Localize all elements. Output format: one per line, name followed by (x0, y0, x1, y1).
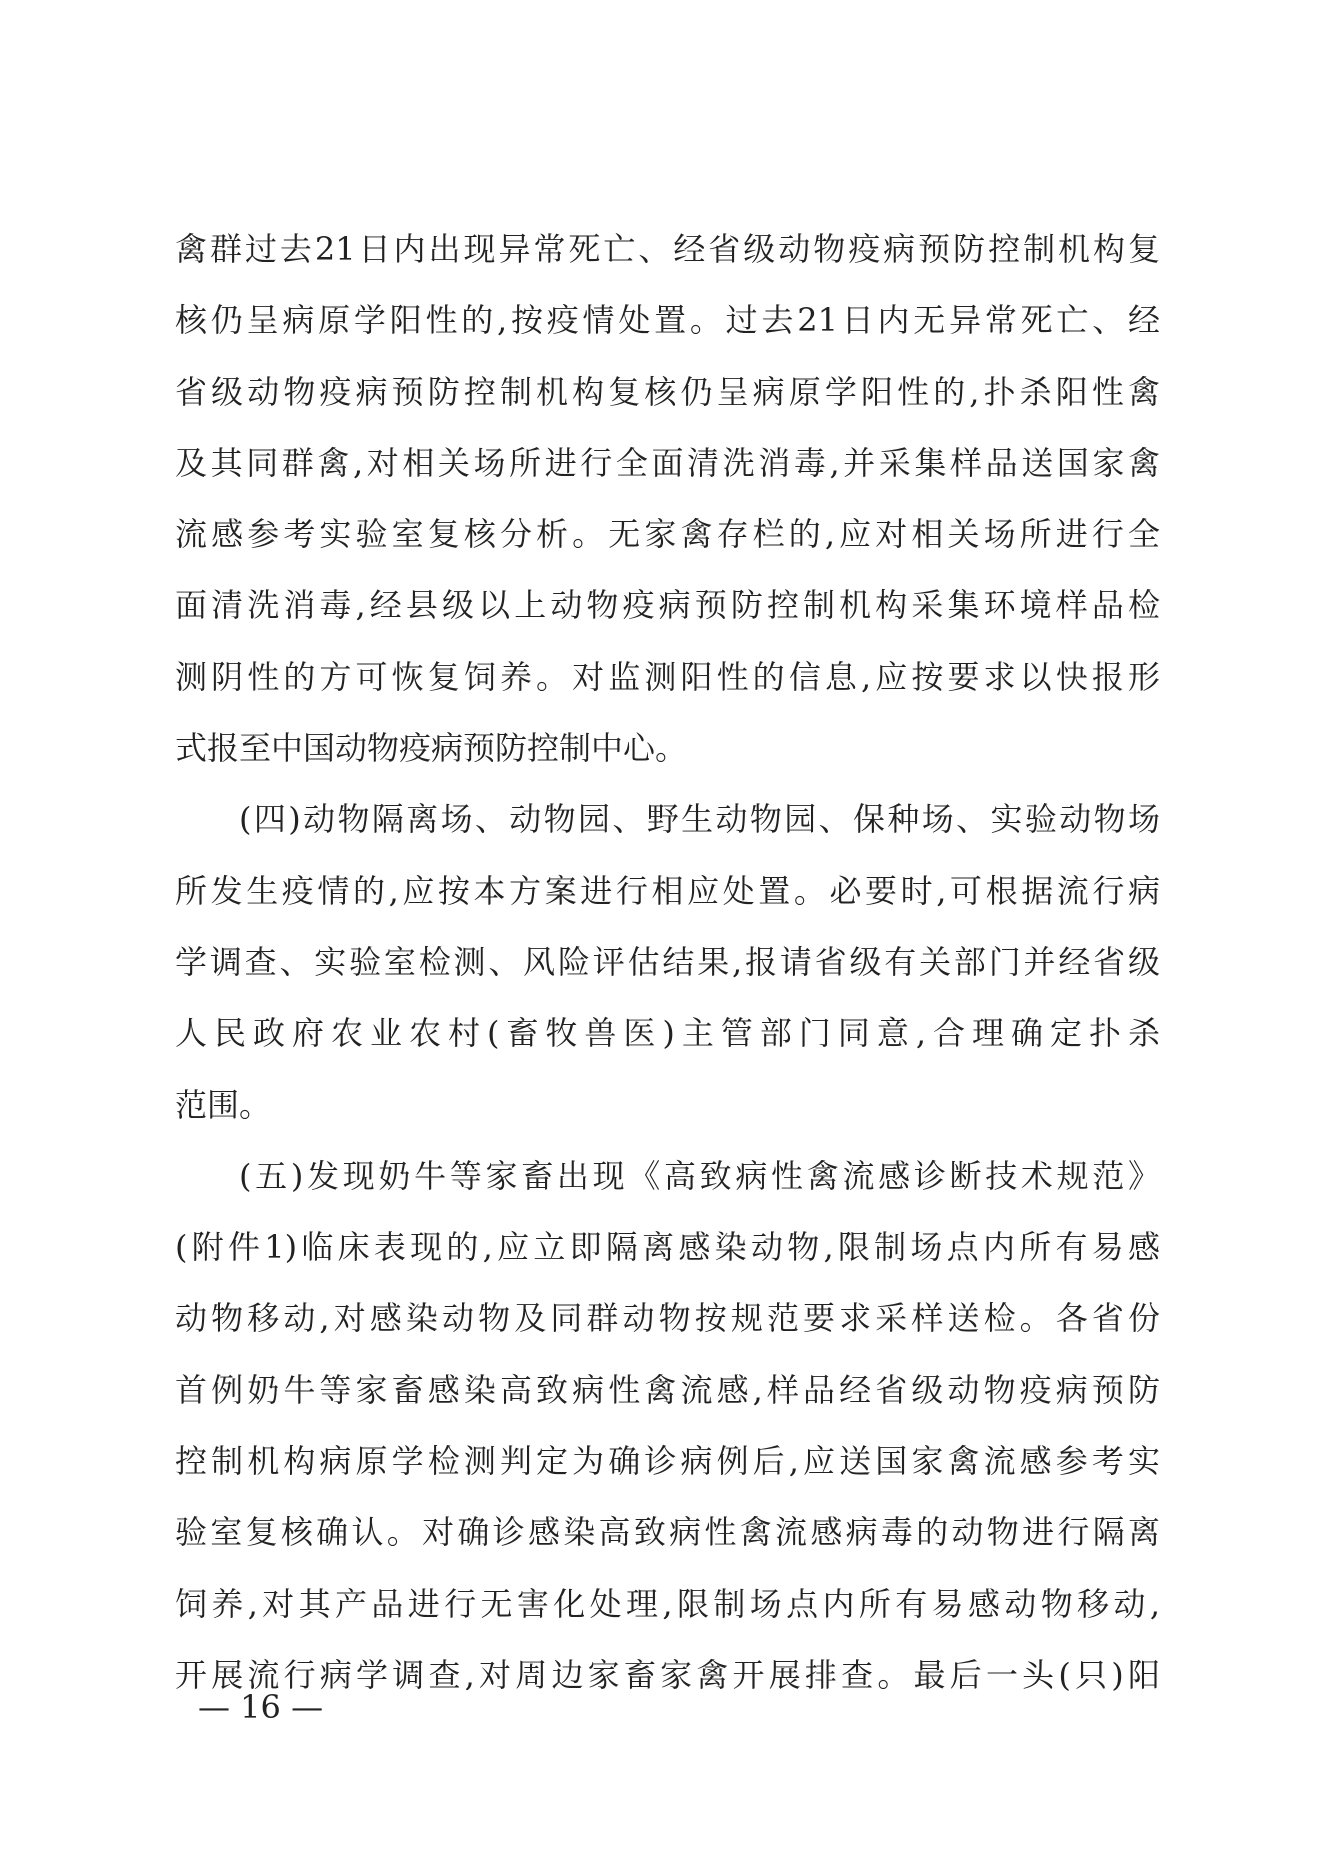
text-line: 开展流行病学调查,对周边家畜家禽开展排查。最后一头(只)阳 (175, 1655, 1160, 1694)
text-line: 验室复核确认。对确诊感染高致病性禽流感病毒的动物进行隔离 (175, 1513, 1160, 1552)
text-line: 及其同群禽,对相关场所进行全面清洗消毒,并采集样品送国家禽 (175, 443, 1160, 482)
text-line: 动物移动,对感染动物及同群动物按规范要求采样送检。各省份 (175, 1299, 1160, 1338)
paragraph-four-heading: (四)动物隔离场、动物园、野生动物园、保种场、实验动物场 (239, 800, 1160, 839)
text-line: 控制机构病原学检测判定为确诊病例后,应送国家禽流感参考实 (175, 1442, 1160, 1481)
text-line: 学调查、实验室检测、风险评估结果,报请省级有关部门并经省级 (175, 942, 1160, 981)
text-line: 人民政府农业农村(畜牧兽医)主管部门同意,合理确定扑杀 (175, 1014, 1160, 1053)
text-line: 首例奶牛等家畜感染高致病性禽流感,样品经省级动物疫病预防 (175, 1370, 1160, 1409)
text-line: 面清洗消毒,经县级以上动物疫病预防控制机构采集环境样品检 (175, 586, 1160, 625)
text-line: (附件1)临床表现的,应立即隔离感染动物,限制场点内所有易感 (175, 1228, 1160, 1267)
paragraph-five-heading: (五)发现奶牛等家畜出现《高致病性禽流感诊断技术规范》 (239, 1156, 1160, 1195)
text-line: 流感参考实验室复核分析。无家禽存栏的,应对相关场所进行全 (175, 515, 1160, 554)
body-text (175, 214, 1160, 1711)
text-line: 禽群过去21日内出现异常死亡、经省级动物疫病预防控制机构复 (175, 230, 1160, 268)
text-line: 测阴性的方可恢复饲养。对监测阳性的信息,应按要求以快报形 (175, 657, 1160, 696)
text-line: 所发生疫情的,应按本方案进行相应处置。必要时,可根据流行病 (175, 871, 1160, 910)
text-line: 范围。 (175, 1085, 272, 1124)
text-line: 饲养,对其产品进行无害化处理,限制场点内所有易感动物移动, (175, 1584, 1160, 1623)
text-line: 式报至中国动物疫病预防控制中心。 (175, 729, 688, 768)
text-line: 省级动物疫病预防控制机构复核仍呈病原学阳性的,扑杀阳性禽 (175, 372, 1160, 411)
page-number: — 16 — (198, 1688, 324, 1726)
text-line: 核仍呈病原学阳性的,按疫情处置。过去21日内无异常死亡、经 (175, 301, 1160, 340)
